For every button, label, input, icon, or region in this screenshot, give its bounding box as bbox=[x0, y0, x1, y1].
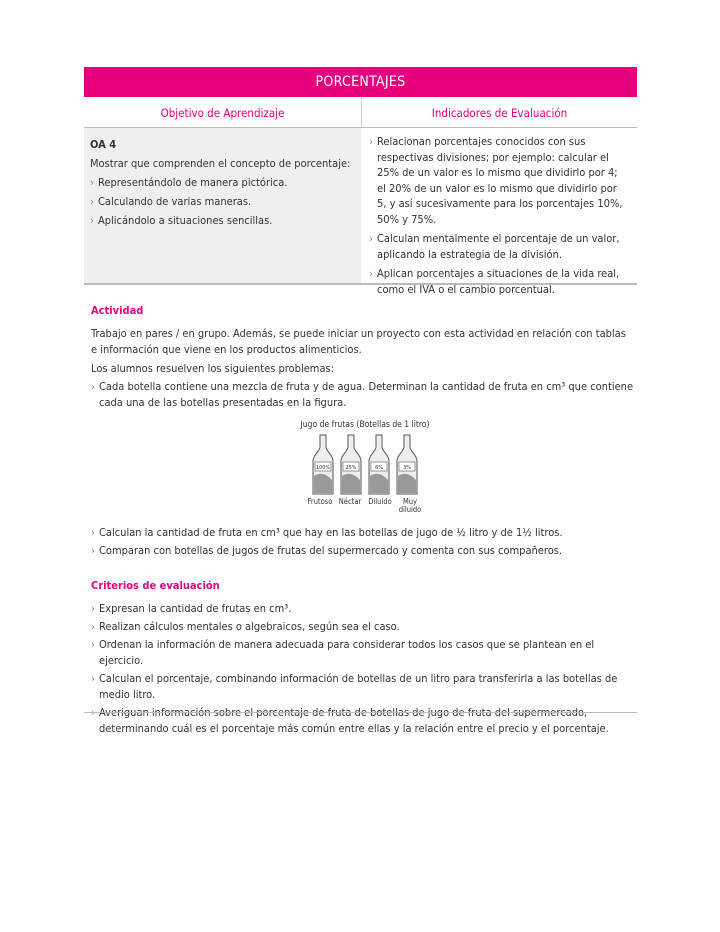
bottle-icon bbox=[368, 434, 390, 496]
criteria-item: › Expresan la cantidad de frutas en cm³. bbox=[91, 601, 631, 617]
indicator: › Calculan mentalmente el porcentaje de un valor, aplicando la estrategia de la división. bbox=[369, 231, 629, 262]
criteria-item: › Realizan cálculos mentales o algebraicos, según sea el caso. bbox=[91, 619, 631, 635]
bottle-percent: 3% bbox=[403, 465, 411, 471]
bottle-icon bbox=[312, 434, 334, 496]
criteria-item: › Ordenan la información de manera adecuada para considerar todos los casos que se plantean en el ejercicio. bbox=[91, 637, 631, 669]
activity-intro: Trabajo en pares / en grupo. Además, se puede iniciar un proyecto con esta actividad en relación con tablas e información que viene en los productos alimenticios. bbox=[91, 327, 626, 356]
activity-heading: Actividad bbox=[91, 304, 144, 317]
bottle-icon bbox=[340, 434, 362, 496]
activity-item: › Cada botella contiene una mezcla de fruta y de agua. Determinan la cantidad de fruta en cm³ que contiene cada una de las botellas presentadas en la figura. bbox=[91, 379, 639, 411]
table-body bbox=[84, 128, 637, 296]
col-header-indicators: Indicadores de Evaluación bbox=[431, 106, 568, 120]
oa-item: › Aplicándolo a situaciones sencillas. bbox=[90, 211, 361, 230]
activity-item: › Calculan la cantidad de fruta en cm³ que hay en las botellas de jugo de ½ litro y de 1½ litros. bbox=[91, 525, 639, 541]
bottle-percent: 100% bbox=[315, 465, 331, 471]
bottle-label: Frutoso bbox=[307, 497, 333, 506]
criteria-item: › Averiguan información sobre el porcentaje de fruta de botellas de jugo de fruta del supermercado, determinando cuál es el porcentaje más común entre ellas y la relación entre el precio y el porcentaje. bbox=[91, 705, 631, 737]
col-header-objective: Objetivo de Aprendizaje bbox=[84, 97, 362, 127]
bottle-percent: 6% bbox=[375, 465, 383, 471]
activity-lead: Los alumnos resuelven los siguientes problemas: bbox=[91, 362, 334, 375]
figure-title: Jugo de frutas (Botellas de 1 litro) bbox=[300, 420, 430, 430]
bottles-figure bbox=[290, 420, 440, 514]
oa-item: › Representándolo de manera pictórica. bbox=[90, 173, 361, 192]
bottle-label: Diluido bbox=[368, 497, 392, 506]
activity-item: › Comparan con botellas de jugos de frutas del supermercado y comenta con sus compañeros. bbox=[91, 543, 639, 559]
criteria-list bbox=[91, 601, 631, 737]
criteria-item: › Calculan el porcentaje, combinando información de botellas de un litro para transferirla a las botellas de medio litro. bbox=[91, 671, 631, 703]
table-title: PORCENTAJES bbox=[84, 67, 637, 97]
indicators-cell bbox=[361, 128, 637, 296]
indicator: › Aplican porcentajes a situaciones de la vida real, como el IVA o el cambio porcentual. bbox=[369, 266, 629, 297]
bottle-icon bbox=[396, 434, 418, 496]
bottle-label: Muy diluido bbox=[398, 497, 422, 514]
oa-text: Mostrar que comprenden el concepto de porcentaje: bbox=[90, 157, 351, 170]
table-header bbox=[84, 97, 637, 128]
oa-code: OA 4 bbox=[90, 138, 117, 151]
bottom-rule bbox=[84, 712, 637, 713]
criteria-heading: Criterios de evaluación bbox=[91, 579, 220, 592]
objective-cell bbox=[84, 128, 361, 283]
bottle-percent: 25% bbox=[345, 465, 357, 471]
oa-item: › Calculando de varias maneras. bbox=[90, 192, 361, 211]
bottle-label: Néctar bbox=[338, 497, 362, 506]
indicator: › Relacionan porcentajes conocidos con sus respectivas divisiones; por ejemplo: calcular el 25% de un valor es lo mismo que dividirlo por 4; el 20% de un valor es lo mismo que dividirlo por 5, y así sucesivamente para los porcentajes 10%, 50% y 75%. bbox=[369, 134, 629, 227]
